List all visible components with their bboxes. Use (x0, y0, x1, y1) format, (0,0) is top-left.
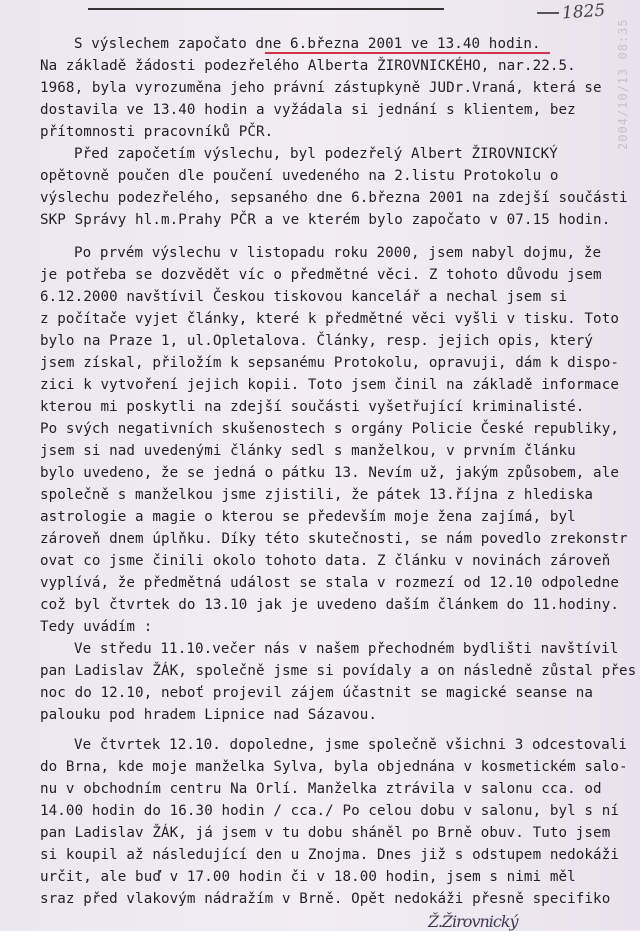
text-line: vyplívá, že předmětná událost se stala v rozmezí od 12.10 odpoledne (40, 575, 619, 591)
text-line: což byl čtvrtek do 13.10 jak je uvedeno daším článkem do 11.hodiny. (40, 597, 619, 613)
text-line: 14.00 hodin do 16.30 hodin / cca./ Po celou dobu v salonu, byl s ní (40, 803, 619, 819)
text-line: jsem si nad uvedenými články sedl s manželkou, v prvním článku (40, 443, 576, 459)
text-line: 1968, byla vyrozuměna jeho právní zástupkyně JUDr.Vraná, která se (40, 80, 602, 96)
text-line: určit, ale buď v 17.00 hodin či v 18.00 hodin, jsem s nimi měl (40, 869, 576, 885)
text-line: Ve čtvrtek 12.10. dopoledne, jsme společně všichni 3 odcestovali (74, 737, 628, 753)
text-line: Po svých negativních skušenostech s orgány Policie České republiky, (40, 421, 619, 437)
text-line: 6.12.2000 navštívil Českou tiskovou kancelář a nechal jsem si (40, 289, 568, 305)
text-line: společně s manželkou jsme zjistili, že pátek 13.října z hlediska (40, 487, 594, 503)
text-line: ovat co jsme činili okolo tohoto data. Z článku v novinách zároveň (40, 553, 611, 569)
text-line: astrologie a magie o kterou se především moje žena zajímá, byl (40, 509, 576, 525)
text-line: z počítače vyjet články, které k předmětné věci vyšli v tisku. Toto (40, 311, 619, 327)
margin-dash (537, 12, 559, 14)
text-line: si koupil až následující den u Znojma. Dnes již s odstupem nedokáži (40, 847, 619, 863)
text-line: opětovně poučen dle poučení uvedeného na 2.listu Protokolu o (40, 168, 559, 184)
text-line: noc do 12.10, neboť projevil zájem účastnit se magické seanse na (40, 685, 594, 701)
text-line: sraz před vlakovým nádražím v Brně. Opět nedokáži přesně specifiko (40, 891, 611, 907)
text-line: jsem získal, přiložím k sepsanému Protokolu, opravuji, dám k dispo- (40, 355, 619, 371)
text-line: bylo na Praze 1, ul.Opletalova. Články, resp. jejich opis, který (40, 333, 594, 349)
text-line: palouku pod hradem Lipnice nad Sázavou. (40, 707, 378, 723)
text-line: pan Ladislav ŽÁK, já jsem v tu dobu sháněl po Brně obuv. Tuto jsem (40, 825, 611, 841)
handwritten-page-number: 1825 (561, 0, 606, 24)
text-line: zároveň dnem úplňku. Díky této skutečnosti, se nám povedlo zrekonstr (40, 531, 628, 547)
text-line: je potřeba se dozvědět víc o předmětné věci. Z tohoto důvodu jsem (40, 267, 602, 283)
signature: Ž.Žirovnický (428, 912, 518, 931)
text-line: zici k vytvoření jejich kopii. Toto jsem činil na základě informace (40, 377, 619, 393)
top-rule (88, 8, 444, 10)
text-line: Ve středu 11.10.večer nás v našem přechodném bydlišti navštívil (74, 641, 619, 657)
text-line: přítomnosti pracovníků PČR. (40, 124, 274, 140)
text-line: Na základě žádosti podezřelého Alberta ŽIROVNICKÉHO, nar.22.5. (40, 58, 576, 74)
text-line: bylo uvedeno, že se jedná o pátku 13. Nevím už, jakým způsobem, ale (40, 465, 619, 481)
text-line: výslechu podezřelého, sepsaného dne 6.března 2001 na zdejší součásti (40, 190, 628, 206)
date-stamp: 2004/10/13 08:35 (616, 18, 630, 150)
text-line: pan Ladislav ŽÁK, společně jsme si povídaly a on následně zůstal přes (40, 663, 637, 679)
text-line: kterou mi poskytli na zdejší součásti vyšetřující kriminalisté. (40, 399, 585, 415)
text-line: Po prvém výslechu v listopadu roku 2000, jsem nabyl dojmu, že (74, 245, 602, 261)
text-line: SKP Správy hl.m.Prahy PČR a ve kterém bylo započato v 07.15 hodin. (40, 212, 611, 228)
text-line: dostavila ve 13.40 hodin a vyžádala si jednání s klientem, bez (40, 102, 576, 118)
text-line: do Brna, kde moje manželka Sylva, byla objednána v kosmetickém salo- (40, 759, 628, 775)
text-line: nu v obchodním centru Na Orlí. Manželka ztrávila v salonu cca. od (40, 781, 602, 797)
text-line: Před započetím výslechu, byl podezřelý Albert ŽIROVNICKÝ (74, 146, 558, 162)
text-line: Tedy uvádím : (40, 619, 153, 635)
text-line: S výslechem započato dne 6.března 2001 ve 13.40 hodin. (74, 36, 541, 52)
